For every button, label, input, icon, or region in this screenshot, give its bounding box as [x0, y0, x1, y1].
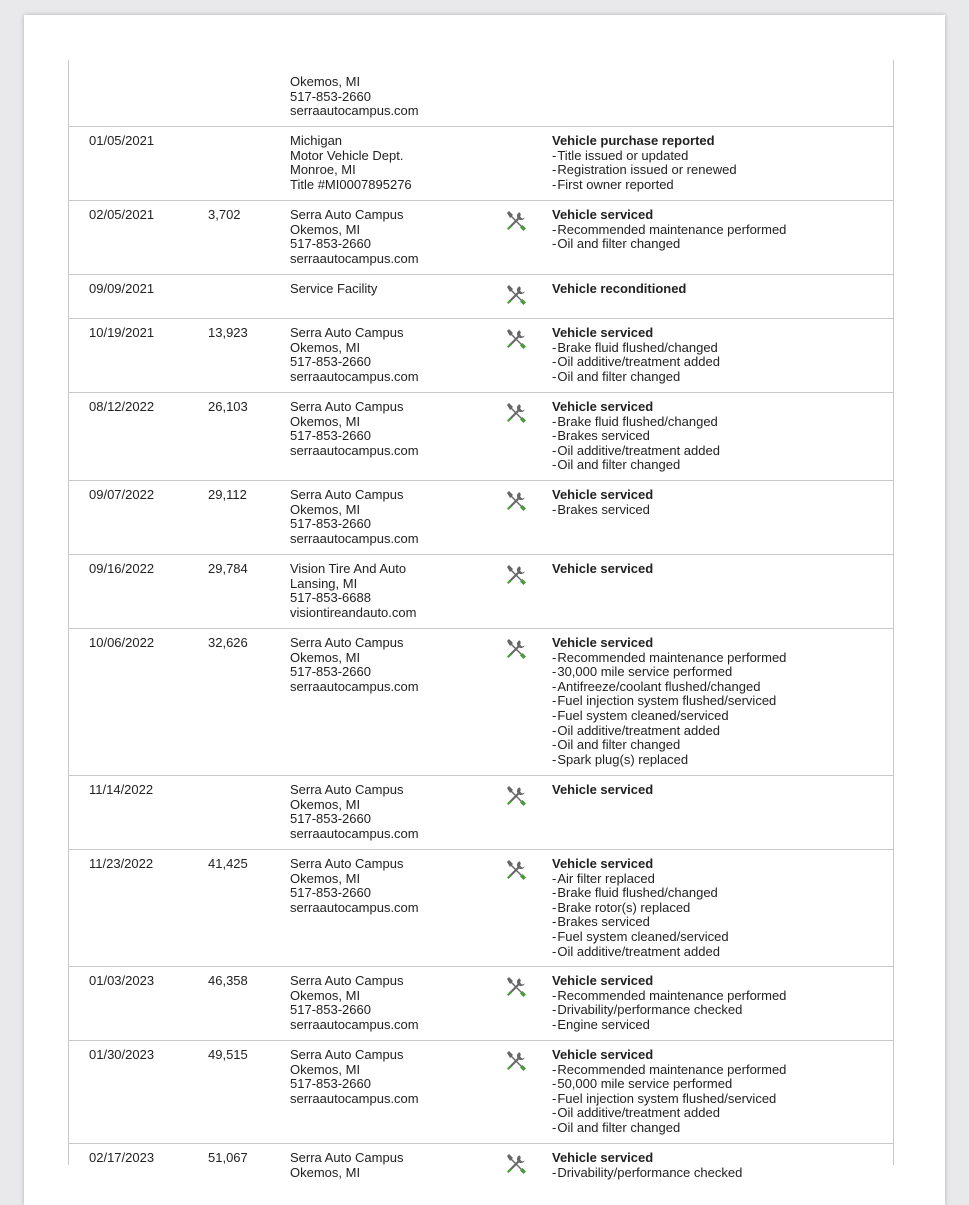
detail-bullet: -	[552, 1164, 557, 1180]
event-title: Vehicle serviced	[552, 973, 654, 988]
detail-bullet: -	[552, 442, 557, 458]
detail-text: Oil additive/treatment added	[557, 354, 720, 370]
event-detail	[552, 429, 720, 444]
detail-bullet: -	[552, 236, 557, 252]
detail-text: Fuel injection system flushed/serviced	[557, 1090, 777, 1106]
source-line: Serra Auto Campus	[290, 399, 404, 414]
detail-bullet: -	[552, 428, 557, 444]
detail-text: Spark plug(s) replaced	[557, 751, 689, 767]
detail-text: Oil additive/treatment added	[557, 722, 720, 738]
row-comments	[552, 488, 653, 517]
detail-bullet: -	[552, 751, 557, 767]
detail-bullet: -	[552, 339, 557, 355]
history-row	[69, 60, 893, 127]
history-row	[69, 127, 893, 201]
detail-bullet: -	[552, 707, 557, 723]
source-line: Okemos, MI	[290, 339, 361, 355]
source-line: serraautocampus.com	[290, 825, 419, 841]
row-comments	[552, 783, 653, 798]
detail-bullet: -	[552, 928, 557, 944]
detail-bullet: -	[552, 147, 557, 163]
event-title: Vehicle serviced	[552, 782, 654, 797]
history-row	[69, 1041, 893, 1144]
source-line: Okemos, MI	[290, 413, 361, 429]
detail-text: Brakes serviced	[557, 428, 650, 444]
row-mileage: 51,067	[208, 1150, 248, 1165]
row-mileage: 26,103	[208, 399, 248, 414]
row-source	[290, 282, 377, 297]
event-detail	[552, 149, 737, 164]
detail-bullet: -	[552, 664, 557, 680]
row-mileage: 13,923	[208, 325, 248, 340]
service-tools-icon	[505, 785, 527, 807]
row-comments	[552, 1151, 742, 1180]
detail-bullet: -	[552, 1090, 557, 1106]
source-line: Serra Auto Campus	[290, 973, 404, 988]
event-detail	[552, 355, 720, 370]
source-line: Serra Auto Campus	[290, 487, 404, 502]
detail-text: Oil additive/treatment added	[557, 442, 720, 458]
row-mileage: 29,784	[208, 561, 248, 576]
detail-bullet: -	[552, 885, 557, 901]
event-title: Vehicle serviced	[552, 561, 654, 576]
row-comments	[552, 1048, 786, 1136]
source-line: Serra Auto Campus	[290, 1047, 404, 1062]
detail-text: Oil additive/treatment added	[557, 943, 720, 959]
event-detail	[552, 458, 720, 473]
source-line: serraautocampus.com	[290, 899, 419, 915]
event-detail	[552, 503, 653, 518]
event-detail	[552, 1106, 786, 1121]
event-detail	[552, 651, 786, 666]
source-line: visiontireandauto.com	[290, 604, 417, 620]
detail-bullet: -	[552, 368, 557, 384]
detail-bullet: -	[552, 457, 557, 473]
detail-text: Antifreeze/coolant flushed/changed	[557, 678, 761, 694]
source-line: Okemos, MI	[290, 74, 361, 89]
detail-bullet: -	[552, 501, 557, 517]
row-mileage: 41,425	[208, 856, 248, 871]
row-date: 08/12/2022	[89, 399, 155, 414]
event-detail	[552, 665, 786, 680]
source-line: Serra Auto Campus	[290, 856, 404, 871]
detail-bullet: -	[552, 413, 557, 429]
service-tools-icon	[505, 564, 527, 586]
row-source	[290, 783, 419, 841]
service-tools-icon	[505, 638, 527, 660]
row-date: 11/23/2022	[89, 856, 154, 871]
detail-text: Recommended maintenance performed	[557, 221, 787, 237]
event-detail	[552, 415, 720, 430]
history-row	[69, 967, 893, 1041]
row-date: 02/05/2021	[89, 207, 155, 222]
row-comments	[552, 208, 786, 252]
history-row	[69, 393, 893, 481]
source-line: 517-853-2660	[290, 811, 371, 827]
source-line: serraautocampus.com	[290, 250, 419, 266]
detail-bullet: -	[552, 737, 557, 753]
row-comments	[552, 282, 686, 297]
row-date: 09/09/2021	[89, 281, 155, 296]
detail-bullet: -	[552, 1016, 557, 1032]
source-line: Vision Tire And Auto	[290, 561, 407, 576]
event-detail	[552, 694, 786, 709]
event-detail	[552, 945, 729, 960]
detail-text: Oil and filter changed	[557, 737, 681, 753]
history-row	[69, 275, 893, 319]
source-line: 517-853-2660	[290, 885, 371, 901]
source-line: Okemos, MI	[290, 649, 361, 665]
row-date: 02/17/2023	[89, 1150, 155, 1165]
event-title: Vehicle serviced	[552, 1047, 654, 1062]
history-row	[69, 629, 893, 776]
detail-text: Fuel system cleaned/serviced	[557, 928, 729, 944]
source-line: serraautocampus.com	[290, 530, 419, 546]
detail-text: Air filter replaced	[557, 870, 655, 886]
detail-text: Registration issued or renewed	[557, 162, 737, 178]
detail-text: Engine serviced	[557, 1016, 650, 1032]
row-comments	[552, 400, 720, 473]
detail-text: Oil and filter changed	[557, 1119, 681, 1135]
history-row	[69, 319, 893, 393]
event-detail	[552, 1092, 786, 1107]
event-detail	[552, 1063, 786, 1078]
source-line: 517-853-2660	[290, 516, 371, 532]
detail-text: Oil and filter changed	[557, 236, 681, 252]
detail-text: Brake fluid flushed/changed	[557, 885, 718, 901]
detail-bullet: -	[552, 649, 557, 665]
row-mileage: 3,702	[208, 207, 241, 222]
event-detail	[552, 680, 786, 695]
detail-text: Fuel injection system flushed/serviced	[557, 693, 777, 709]
row-comments	[552, 974, 786, 1032]
detail-text: Brakes serviced	[557, 914, 650, 930]
detail-text: Recommended maintenance performed	[557, 987, 787, 1003]
service-tools-icon	[505, 1050, 527, 1072]
event-detail	[552, 1003, 786, 1018]
event-detail	[552, 901, 729, 916]
event-title: Vehicle serviced	[552, 487, 654, 502]
event-detail	[552, 1121, 786, 1136]
event-detail	[552, 753, 786, 768]
detail-bullet: -	[552, 162, 557, 178]
row-source	[290, 488, 419, 546]
source-line: Serra Auto Campus	[290, 635, 404, 650]
detail-text: First owner reported	[557, 176, 674, 192]
detail-bullet: -	[552, 899, 557, 915]
detail-bullet: -	[552, 1076, 557, 1092]
report-page	[24, 15, 945, 1205]
source-line: Monroe, MI	[290, 162, 356, 178]
row-date: 10/06/2022	[89, 635, 155, 650]
row-source	[290, 1151, 403, 1180]
detail-text: Oil and filter changed	[557, 368, 681, 384]
event-detail	[552, 1077, 786, 1092]
detail-bullet: -	[552, 1119, 557, 1135]
source-line: Michigan	[290, 133, 343, 148]
detail-bullet: -	[552, 1105, 557, 1121]
source-line: serraautocampus.com	[290, 103, 419, 119]
source-line: Serra Auto Campus	[290, 1150, 404, 1165]
source-line: 517-853-2660	[290, 236, 371, 252]
row-source	[290, 326, 419, 384]
event-title: Vehicle serviced	[552, 399, 654, 414]
event-title: Vehicle serviced	[552, 207, 654, 222]
source-line: 517-853-2660	[290, 354, 371, 370]
history-row	[69, 1144, 893, 1204]
detail-text: 50,000 mile service performed	[557, 1076, 733, 1092]
row-comments	[552, 326, 720, 384]
source-line: 517-853-2660	[290, 88, 371, 104]
row-mileage: 49,515	[208, 1047, 248, 1062]
source-line: 517-853-2660	[290, 664, 371, 680]
row-date: 10/19/2021	[89, 325, 155, 340]
row-date: 01/03/2023	[89, 973, 155, 988]
row-mileage: 46,358	[208, 973, 248, 988]
event-detail	[552, 872, 729, 887]
row-date: 01/05/2021	[89, 133, 155, 148]
detail-bullet: -	[552, 914, 557, 930]
service-tools-icon	[505, 976, 527, 998]
event-title: Vehicle reconditioned	[552, 281, 687, 296]
row-comments	[552, 857, 729, 959]
row-source	[290, 974, 419, 1032]
service-tools-icon	[505, 328, 527, 350]
source-line: Okemos, MI	[290, 221, 361, 237]
source-line: 517-853-6688	[290, 590, 371, 606]
source-line: Serra Auto Campus	[290, 207, 404, 222]
row-mileage: 32,626	[208, 635, 248, 650]
detail-text: Fuel system cleaned/serviced	[557, 707, 729, 723]
event-detail	[552, 237, 786, 252]
event-detail	[552, 915, 729, 930]
event-title: Vehicle serviced	[552, 1150, 654, 1165]
event-detail	[552, 738, 786, 753]
event-detail	[552, 341, 720, 356]
detail-text: Recommended maintenance performed	[557, 1061, 787, 1077]
row-source	[290, 134, 412, 192]
detail-text: 30,000 mile service performed	[557, 664, 733, 680]
source-line: Motor Vehicle Dept.	[290, 147, 404, 163]
event-detail	[552, 886, 729, 901]
row-source	[290, 562, 416, 620]
detail-bullet: -	[552, 221, 557, 237]
history-row	[69, 850, 893, 967]
detail-text: Brake fluid flushed/changed	[557, 413, 718, 429]
detail-text: Brake fluid flushed/changed	[557, 339, 718, 355]
source-line: Serra Auto Campus	[290, 782, 404, 797]
source-line: Serra Auto Campus	[290, 325, 404, 340]
detail-bullet: -	[552, 987, 557, 1003]
detail-text: Title issued or updated	[557, 147, 689, 163]
source-line: Okemos, MI	[290, 796, 361, 812]
row-source	[290, 400, 419, 458]
row-source	[290, 1048, 419, 1106]
row-source	[290, 208, 419, 266]
detail-bullet: -	[552, 1061, 557, 1077]
source-line: serraautocampus.com	[290, 1090, 419, 1106]
detail-text: Recommended maintenance performed	[557, 649, 787, 665]
event-title: Vehicle purchase reported	[552, 133, 715, 148]
row-comments	[552, 134, 737, 192]
event-detail	[552, 223, 786, 238]
detail-bullet: -	[552, 1002, 557, 1018]
source-line: Lansing, MI	[290, 575, 358, 591]
event-detail	[552, 178, 737, 193]
source-line: Okemos, MI	[290, 870, 361, 886]
service-tools-icon	[505, 284, 527, 306]
source-line: 517-853-2660	[290, 428, 371, 444]
detail-bullet: -	[552, 354, 557, 370]
source-line: serraautocampus.com	[290, 1016, 419, 1032]
row-comments	[552, 636, 786, 767]
detail-bullet: -	[552, 176, 557, 192]
source-line: serraautocampus.com	[290, 368, 419, 384]
event-title: Vehicle serviced	[552, 325, 654, 340]
detail-text: Brake rotor(s) replaced	[557, 899, 691, 915]
detail-text: Drivability/performance checked	[557, 1002, 743, 1018]
row-date: 09/07/2022	[89, 487, 155, 502]
source-line: Okemos, MI	[290, 1061, 361, 1077]
history-row	[69, 481, 893, 555]
source-line: serraautocampus.com	[290, 442, 419, 458]
service-tools-icon	[505, 490, 527, 512]
detail-bullet: -	[552, 870, 557, 886]
row-source	[290, 636, 419, 694]
event-detail	[552, 1018, 786, 1033]
detail-bullet: -	[552, 943, 557, 959]
service-tools-icon	[505, 210, 527, 232]
row-source	[290, 75, 419, 119]
detail-text: Oil and filter changed	[557, 457, 681, 473]
source-line: Okemos, MI	[290, 501, 361, 517]
service-tools-icon	[505, 1153, 527, 1175]
history-row	[69, 201, 893, 275]
source-line: 517-853-2660	[290, 1002, 371, 1018]
row-date: 11/14/2022	[89, 782, 154, 797]
event-title: Vehicle serviced	[552, 635, 654, 650]
source-line: Okemos, MI	[290, 987, 361, 1003]
source-line: Service Facility	[290, 281, 378, 296]
source-line: serraautocampus.com	[290, 678, 419, 694]
service-history-table	[68, 60, 894, 1180]
event-detail	[552, 370, 720, 385]
detail-text: Oil additive/treatment added	[557, 1105, 720, 1121]
detail-bullet: -	[552, 678, 557, 694]
service-tools-icon	[505, 402, 527, 424]
event-detail	[552, 724, 786, 739]
detail-bullet: -	[552, 693, 557, 709]
row-date: 01/30/2023	[89, 1047, 155, 1062]
source-line: Title #MI0007895276	[290, 176, 412, 192]
event-title: Vehicle serviced	[552, 856, 654, 871]
event-detail	[552, 1166, 742, 1181]
row-comments	[552, 562, 653, 577]
event-detail	[552, 444, 720, 459]
row-mileage: 29,112	[208, 487, 247, 502]
history-row	[69, 555, 893, 629]
service-tools-icon	[505, 859, 527, 881]
event-detail	[552, 930, 729, 945]
event-detail	[552, 989, 786, 1004]
event-detail	[552, 163, 737, 178]
row-date: 09/16/2022	[89, 561, 155, 576]
detail-text: Brakes serviced	[557, 501, 650, 517]
detail-text: Drivability/performance checked	[557, 1164, 743, 1180]
detail-bullet: -	[552, 722, 557, 738]
source-line: Okemos, MI	[290, 1164, 361, 1180]
history-row	[69, 776, 893, 850]
row-source	[290, 857, 419, 915]
event-detail	[552, 709, 786, 724]
source-line: 517-853-2660	[290, 1076, 371, 1092]
